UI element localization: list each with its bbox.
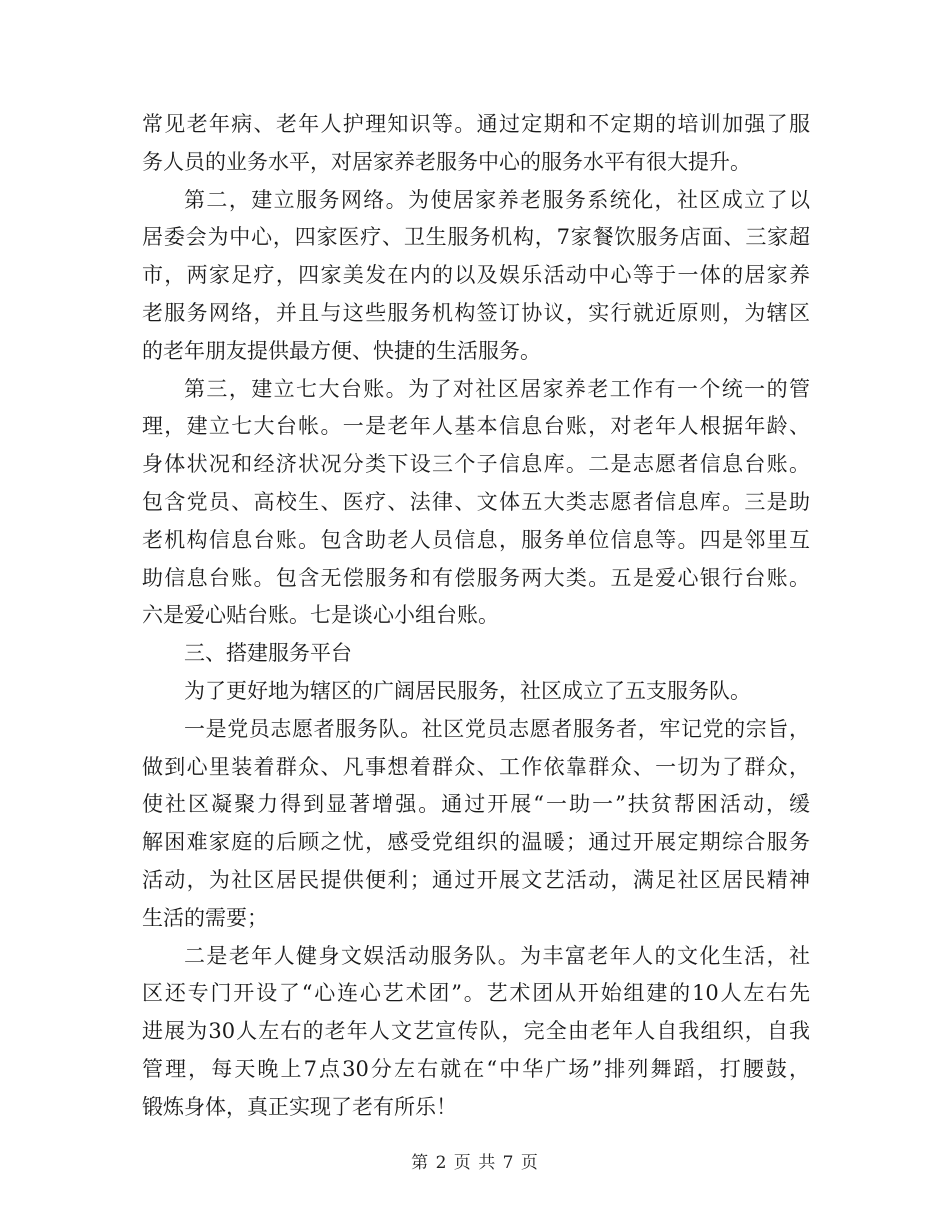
text-line: 解困难家庭的后顾之忧，感受党组织的温暖；通过开展定期综合服务 xyxy=(142,830,810,855)
text-line: 包含党员、高校生、医疗、法律、文体五大类志愿者信息库。三是助 xyxy=(142,489,810,514)
text-line: 进展为30人左右的老年人文艺宣传队，完全由老年人自我组织，自我 xyxy=(142,1019,810,1044)
text-line: 老机构信息台账。包含助老人员信息，服务单位信息等。四是邻里互 xyxy=(142,527,810,552)
text-line: 助信息台账。包含无偿服务和有偿服务两大类。五是爱心银行台账。 xyxy=(142,565,810,590)
text-line: 一是党员志愿者服务队。社区党员志愿者服务者，牢记党的宗旨， xyxy=(184,716,810,741)
text-line: 居委会为中心，四家医疗、卫生服务机构，7家餐饮服务店面、三家超 xyxy=(142,225,810,250)
text-line: 生活的需要； xyxy=(142,905,268,930)
page-footer xyxy=(0,1148,950,1173)
text-line: 锻炼身体，真正实现了老有所乐！ xyxy=(142,1094,457,1119)
text-line: 区还专门开设了“心连心艺术团”。艺术团从开始组建的10人左右先 xyxy=(142,981,810,1006)
text-line: 活动，为社区居民提供便利；通过开展文艺活动，满足社区居民精神 xyxy=(142,867,810,892)
text-line: 市，两家足疗，四家美发在内的以及娱乐活动中心等于一体的居家养 xyxy=(142,263,810,288)
page-number-label: 第 2 页 共 7 页 xyxy=(411,1153,539,1173)
text-line: 老服务网络，并且与这些服务机构签订协议，实行就近原则，为辖区 xyxy=(142,300,810,325)
text-line: 为了更好地为辖区的广阔居民服务，社区成立了五支服务队。 xyxy=(184,678,751,703)
text-line: 身体状况和经济状况分类下设三个子信息库。二是志愿者信息台账。 xyxy=(142,452,810,477)
text-line: 三、搭建服务平台 xyxy=(184,641,352,666)
text-line: 常见老年病、老年人护理知识等。通过定期和不定期的培训加强了服 xyxy=(142,112,810,136)
text-line: 使社区凝聚力得到显著增强。通过开展“一助一”扶贫帮困活动，缓 xyxy=(142,792,810,817)
text-line: 做到心里装着群众、凡事想着群众、工作依靠群众、一切为了群众， xyxy=(142,754,810,779)
text-line: 二是老年人健身文娱活动服务队。为丰富老年人的文化生活，社 xyxy=(184,943,810,968)
document-body xyxy=(142,106,810,1127)
text-line: 六是爱心贴台账。七是谈心小组台账。 xyxy=(142,603,499,628)
text-line: 的老年朋友提供最方便、快捷的生活服务。 xyxy=(142,338,541,363)
text-line: 理，建立七大台帐。一是老年人基本信息台账，对老年人根据年龄、 xyxy=(142,414,810,439)
text-line: 第二，建立服务网络。为使居家养老服务系统化，社区成立了以 xyxy=(184,187,810,212)
text-line: 第三，建立七大台账。为了对社区居家养老工作有一个统一的管 xyxy=(184,376,810,401)
text-line: 务人员的业务水平，对居家养老服务中心的服务水平有很大提升。 xyxy=(142,149,751,174)
text-line: 管理，每天晚上7点30分左右就在“中华广场”排列舞蹈，打腰鼓， xyxy=(142,1056,810,1081)
